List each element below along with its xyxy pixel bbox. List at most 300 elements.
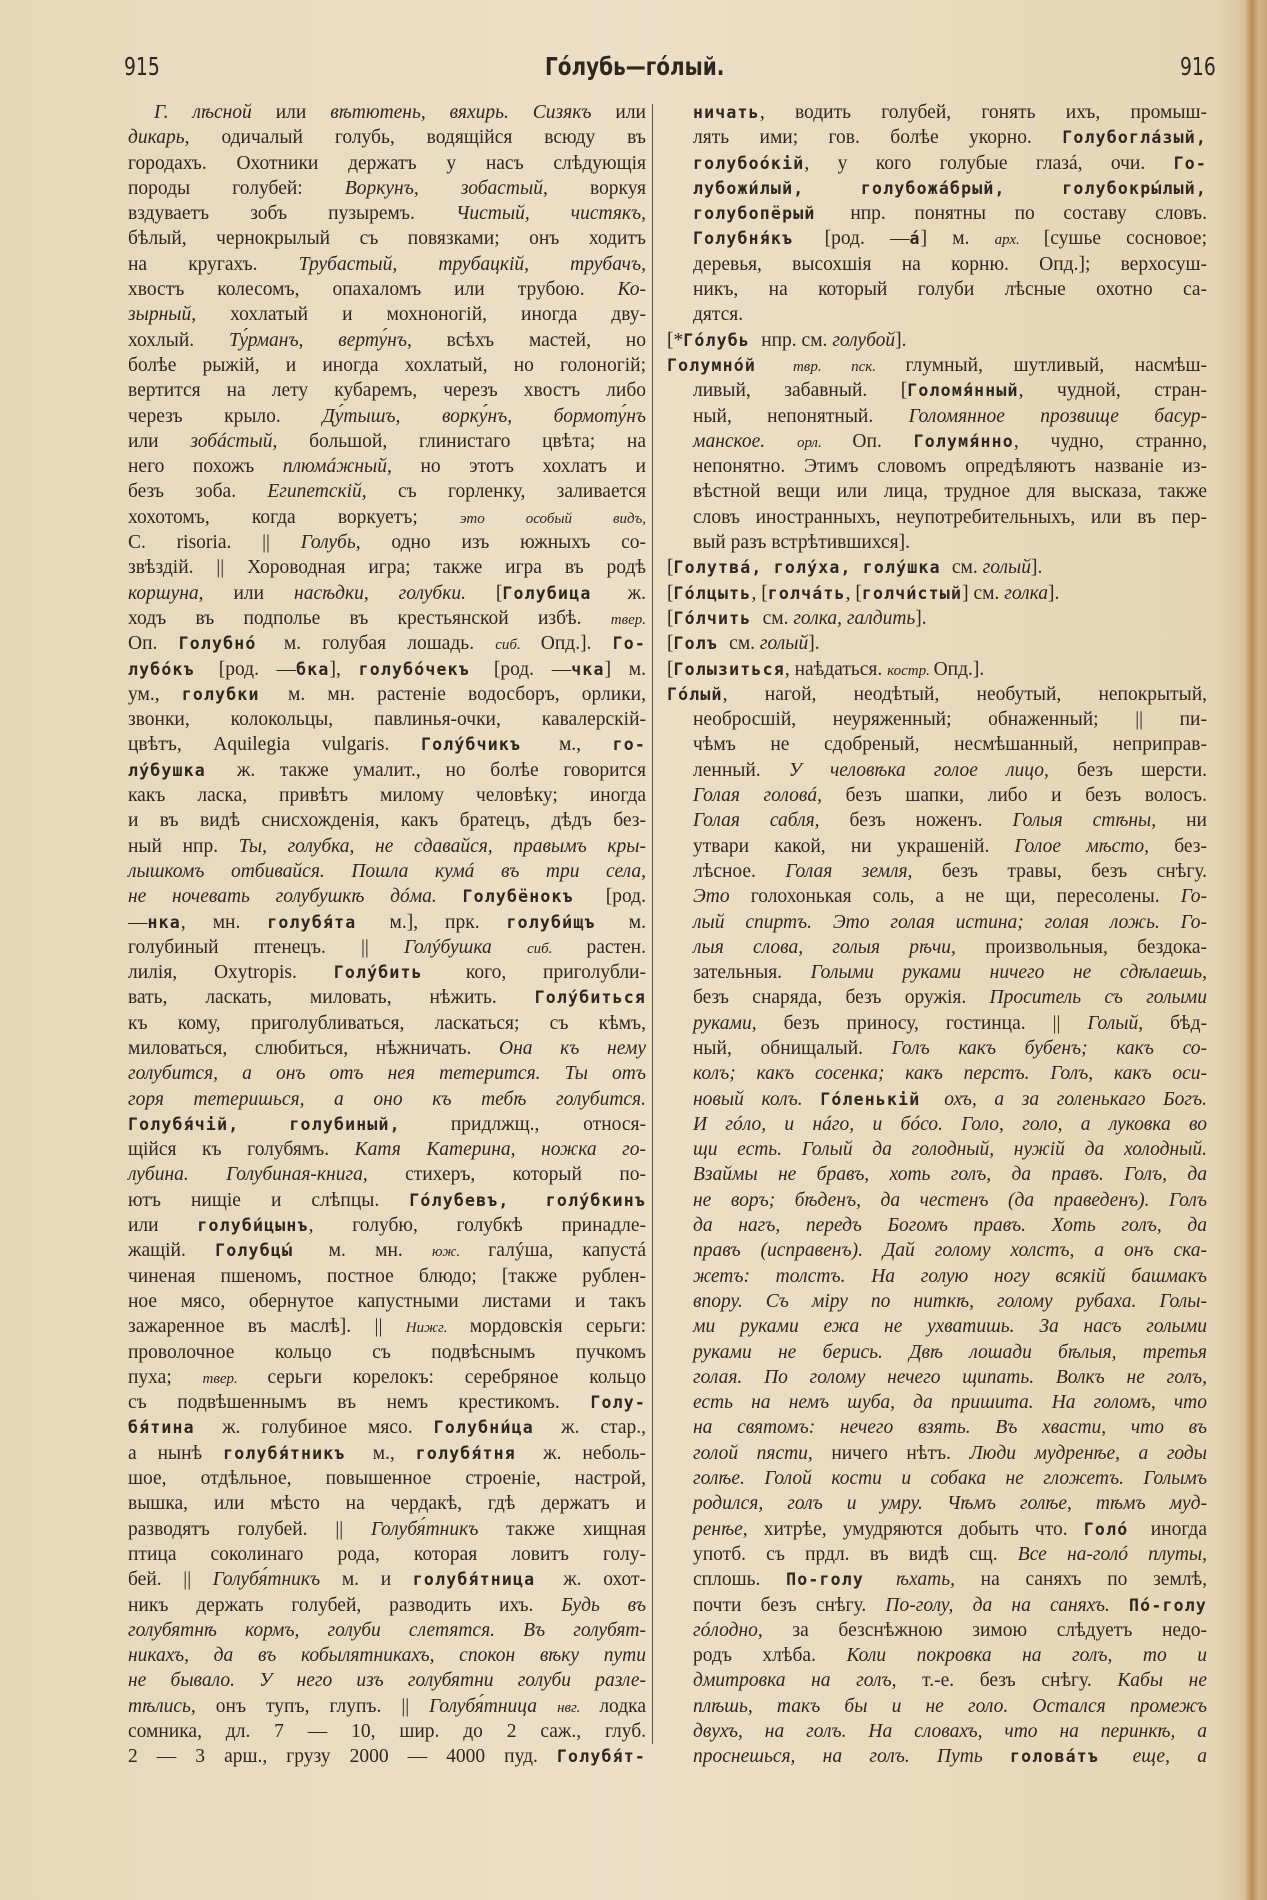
text-segment: м. голубая лошадь. [283,633,496,655]
text-line [667,808,1207,833]
text-segment: [род. [605,886,646,908]
headword: Голýбиться [534,988,646,1008]
text-line [128,151,646,176]
text-segment: и въ видѣ снисхожденія, какъ братецъ, дѣдъ без- [128,810,646,832]
text-line [667,1365,1207,1390]
headword: Голубица [502,583,628,603]
text-segment: почти безъ снѣгу. [693,1594,886,1616]
text-line [128,1593,646,1618]
text-segment: м.], прк. [389,911,507,933]
text-segment: употб. съ прдл. въ видѣ сщ. [693,1543,1018,1565]
text-segment: или [275,102,331,123]
text-line [667,1188,1207,1213]
text-segment: за безснѣжною зимою слѣдуетъ недо- [792,1619,1208,1641]
text-segment: миловаться, слюбиться, нѣжничать. [128,1037,500,1059]
headword: Голó [1083,1519,1151,1539]
headword: Голу- [590,1393,646,1413]
text-line [667,1289,1207,1314]
italic-text: Ту́рманъ, верту́нъ, [229,329,447,351]
text-line [128,657,646,682]
text-line [667,100,1207,125]
text-segment: щійся къ голубямъ. [128,1139,355,1161]
text-segment: [ [667,658,674,680]
text-segment: сплошь. [693,1569,787,1591]
text-segment: арх. [994,232,1044,249]
text-segment: это особый видъ, [459,510,646,527]
text-line [128,935,646,960]
text-segment: безъ приносу, гостинца. || [783,1012,1088,1034]
italic-text: плѣшь, такъ бы и не голо. Остался промежъ [693,1695,1207,1717]
headword: Голýбить [333,963,466,983]
text-segment: орл. [797,434,853,451]
text-segment: [ [667,582,674,604]
text-line [128,1061,646,1086]
text-line [128,606,646,631]
text-segment: твер. [610,611,646,628]
text-line [128,328,646,353]
text-line [128,1137,646,1162]
text-line [667,657,1207,682]
text-segment: м., [558,734,613,756]
text-line [128,100,646,125]
italic-text: дмитровка на голъ, [693,1670,923,1692]
headword: Голубя́т- [556,1747,646,1767]
text-segment: звонки, колокольцы, павлинья-очки, кавалерскій- [128,709,646,731]
text-line [128,1314,646,1339]
text-segment: ни [1186,810,1207,832]
text-line [667,1314,1207,1339]
text-segment: дятся. [693,304,744,326]
text-line [128,1694,646,1719]
italic-text: еще, а [1132,1746,1207,1768]
text-segment: [ [667,607,674,629]
text-segment: хохлатый и мохноногій, иногда дву- [230,304,647,326]
text-line [667,1593,1207,1618]
text-segment: ] м. [604,658,646,680]
text-line [128,808,646,833]
text-line [128,1517,646,1542]
text-segment: [род. — [824,228,910,250]
italic-text: лый спиртъ. Это голая истина; голая ложь. Го- [693,911,1207,933]
text-line [667,125,1207,150]
text-line [128,404,646,429]
text-segment: шое, отдѣльное, повышенное строеніе, настрой, [128,1468,646,1490]
text-segment: ]. [1047,582,1060,604]
text-segment: безъ шапки, либо и безъ волосъ. [845,785,1208,807]
italic-text: гóлодно, [693,1619,793,1641]
text-segment: онъ тупъ, глупъ. || [215,1695,430,1717]
text-segment: безъ шерсти. [1076,759,1207,781]
text-line [667,1213,1207,1238]
headword: го- [612,735,646,755]
headword: голубя́тница [412,1570,564,1590]
text-segment: , у кого голубые глазá, очи. [804,152,1174,174]
text-segment: ютъ нищіе и слѣпцы. [128,1189,410,1211]
text-segment: разводятъ голубей. || [128,1518,371,1540]
italic-text: Взаймы не бравъ, хоть голъ, да правъ. Голъ, да [693,1164,1207,1186]
text-segment: цвѣтъ, Aquilegia vulgaris. [128,734,421,756]
italic-text: голый [982,557,1031,579]
text-line [667,454,1207,479]
italic-text: Ты, голубка, не сдавайся, правымъ кры- [238,835,646,857]
text-segment: ж. охот- [563,1569,646,1591]
text-segment: твер. [202,1370,268,1387]
text-line [128,1491,646,1516]
text-segment: всѣхъ мастей, но [446,329,646,351]
italic-text: не воръ; бѣденъ, да честенъ (да праведенъ). Голъ [693,1189,1207,1211]
headword: голубя́тникъ [223,1443,373,1463]
text-line [128,1087,646,1112]
text-line [128,783,646,808]
text-segment: болѣе рыжій, и иногда хохлатый, но голоногій; [128,354,646,376]
text-line [128,1567,646,1592]
text-line [128,1643,646,1668]
text-segment: одно изъ южныхъ со- [391,532,647,554]
text-segment: къ кому, приголубливаться, ласкаться; съ кѣмъ, [128,1012,646,1034]
italic-text: проснешься, на голъ. Путь [693,1746,1010,1768]
headword: По-голу [786,1570,896,1590]
headword: Пó-голу [1129,1595,1207,1615]
text-line [667,758,1207,783]
text-line [667,1087,1207,1112]
text-line [128,353,646,378]
text-segment: произвольныя, бездока- [985,936,1207,958]
text-segment: лять ими; гов. болѣе укорно. [693,127,1063,149]
text-segment: Опд.]. [933,658,985,680]
text-line [128,960,646,985]
italic-text: Кабы не [1117,1670,1207,1692]
text-line [667,682,1207,707]
italic-text: Это [693,886,751,908]
italic-text: Голыя стѣны, [1012,810,1187,832]
text-line [667,1162,1207,1187]
italic-text: голѣе. Голой кости и собака не гложетъ. Голымъ [693,1468,1207,1490]
headword: Голубя́чій, голубиный, [128,1114,451,1134]
headword: Голызиться [673,659,785,679]
text-segment: — [128,911,148,933]
text-segment: ж. голубиное мясо. [222,1417,434,1439]
right-column [667,100,1207,1770]
italic-text: родился, голъ и умру. Чѣмъ голѣе, тѣмъ муд- [693,1493,1207,1515]
italic-text: Чистый, чистякъ, [455,203,646,225]
text-line [128,530,646,555]
text-segment: , наѣдаться. [784,658,888,680]
headword: Гóлцыть [673,583,752,603]
headword: Гóлубь [683,330,762,350]
text-line [667,302,1207,327]
text-segment: жащій. [128,1240,216,1262]
italic-text: дикарь, [128,127,222,149]
text-line [667,1618,1207,1643]
text-line [667,732,1207,757]
text-segment: [сушье сосновое; [1043,228,1207,250]
text-line [667,226,1207,251]
running-head: Го́лубь—го́лый. [545,52,725,81]
italic-text: Проситель съ голыми [989,987,1207,1009]
text-segment: иногда [1150,1518,1207,1540]
text-segment: галýша, капустá [488,1240,646,1262]
text-line [128,1542,646,1567]
italic-text: двухъ, на голъ. На словахъ, что на перинкѣ, а [693,1721,1207,1742]
italic-text: Голубь, [300,532,392,554]
text-segment: ]. [915,607,927,629]
text-segment: [род. — [218,658,297,680]
italic-text: голубой [832,329,896,351]
text-segment: одичалый голубь, водящійся всюду въ [221,127,646,149]
text-segment: ходъ въ подполье въ крестьянской избѣ. [128,607,611,629]
text-line [667,1415,1207,1440]
text-line [667,151,1207,176]
text-segment: породы голубей: [128,177,345,199]
text-segment: родъ хлѣба. [693,1645,847,1667]
headword: бя́тина [128,1418,223,1438]
text-line [128,884,646,909]
italic-text: Воркунъ, зобастый, [344,177,590,199]
text-segment: см. [729,633,760,655]
text-line [667,1264,1207,1289]
text-segment: твр. пск. [792,358,906,375]
italic-text: Голомянное прозвище басур- [908,405,1207,427]
text-segment: вый разъ встрѣтившихся]. [693,532,910,554]
italic-text: Люди мудренѣе, а годы [969,1442,1207,1464]
text-segment: ж. стар., [561,1417,647,1439]
text-segment: стихеръ, который по- [405,1164,646,1186]
italic-text: тѣлись, [128,1695,216,1717]
text-segment: хохлый. [128,329,230,351]
text-line [128,505,646,530]
text-line [128,1415,646,1440]
text-segment: вать, ласкать, миловать, нѣжить. [128,987,535,1009]
italic-text: охъ, а за голенькаго Богъ. [944,1088,1207,1110]
italic-text: руками не берись. Двѣ лошади бѣлыя, третья [693,1341,1207,1363]
text-segment: хитрѣе, умудряются добыть что. [763,1518,1084,1540]
text-segment: ный, непонятный. [693,405,909,427]
text-segment: городахъ. Охотники держатъ у насъ слѣдующія [128,152,646,174]
headword: голубки [181,684,289,704]
text-segment: вѣстной вещи или лица, трудное для высказа, также [693,481,1207,503]
headword: Гóленькій [820,1089,945,1109]
headword: Гóлый [667,684,723,704]
text-segment: ] м. [920,228,995,250]
italic-text: Голое мѣсто, [1014,835,1175,857]
headword: Голъ [673,634,730,654]
text-line [128,859,646,884]
text-segment: бей. || [128,1569,213,1591]
text-segment: ], [329,658,359,680]
italic-text: ми руками ежа не ухватишь. За насъ голыми [693,1316,1207,1338]
italic-text: Г. лѣсной [154,102,276,123]
italic-text: Катя Катерина, ножка го- [354,1139,646,1161]
headword: Голомя́нный [907,381,1019,401]
text-segment: придлжщ., относя- [450,1113,646,1135]
text-segment: , чудной, стран- [1018,380,1207,402]
text-line [667,555,1207,580]
text-line [667,707,1207,732]
headword: голубя́тня [415,1443,544,1463]
text-line [667,859,1207,884]
text-segment: но этотъ хохлатъ и [420,456,646,478]
text-segment: [* [667,329,684,351]
text-line [667,353,1207,378]
text-line [667,935,1207,960]
text-segment: м. мн. [328,1240,433,1262]
text-line [128,1390,646,1415]
text-segment: ленный. [693,759,789,781]
text-line [128,1365,646,1390]
text-line [667,1340,1207,1365]
text-segment: без- [1174,835,1207,857]
text-segment: словъ иностранныхъ, неупотребительныхъ, или въ пер- [693,506,1207,528]
text-segment: лилія, Oxytropis. [128,962,334,984]
italic-text: новый колъ. [693,1088,821,1110]
text-line [128,1112,646,1137]
headword: голчáть [767,583,846,603]
italic-text: голка, галдить [793,607,916,629]
text-segment: черезъ крыло. [128,405,323,427]
text-line [667,1517,1207,1542]
text-segment: мордовскія серьги: [469,1316,646,1338]
text-segment: см. [762,607,794,629]
headword: головáтъ [1009,1747,1133,1767]
text-line [667,404,1207,429]
text-line [128,378,646,403]
italic-text: на святомъ: нечего взять. Въ хвасти, что въ [693,1417,1207,1439]
italic-text: Голубя́тникъ [212,1569,342,1591]
italic-text: лубина. Голубиная-книга, [128,1164,406,1186]
text-segment: сиб. [495,637,541,654]
text-line [128,1036,646,1061]
text-segment: [ [667,557,674,579]
headword: голубóчекъ [358,659,494,679]
text-line [667,960,1207,985]
text-line [667,783,1207,808]
italic-text: насѣдки, голубки. [294,582,496,604]
italic-text: По-голу, да на саняхъ. [885,1594,1130,1616]
text-segment: а нынѣ [128,1442,224,1464]
text-line [128,631,646,656]
italic-text: Ко- [617,279,646,301]
text-segment: ]. [1030,557,1043,579]
text-line [667,1491,1207,1516]
text-line [128,277,646,302]
text-segment: зательныя. [693,962,811,984]
text-segment: на кругахъ. [128,253,299,275]
text-line [667,1036,1207,1061]
text-segment: C. risoria. || [128,532,301,554]
text-segment: юж. [432,1244,489,1261]
text-segment: , мн. [180,911,268,933]
text-segment: какъ ласка, привѣтъ милому человѣку; иногда [128,785,646,807]
text-segment: никъ, на который голуби лѣсные охотно са- [693,279,1207,301]
text-segment: Оп. [852,430,914,452]
text-line [667,606,1207,631]
italic-text: Трубастый, трубацкій, трубачъ, [298,253,646,275]
italic-text: вѣтютень, вяхирь. Сизякъ [330,102,616,123]
text-line [667,1567,1207,1592]
text-line [667,1441,1207,1466]
text-line [128,1668,646,1693]
text-line [667,277,1207,302]
headword: нка [147,912,181,932]
text-segment: сомника, дл. 7 — 10, шир. до 2 саж., глуб. [128,1721,646,1742]
headword: голубя́та [267,912,390,932]
text-line [128,1719,646,1744]
italic-text: Голая сабля, [693,810,850,832]
italic-text: щи есть. Голый да голодный, нужій да холодный. [693,1139,1207,1161]
text-segment: костр. [887,662,934,679]
italic-text: Она къ нему [499,1037,646,1059]
text-segment: сиб. [526,940,587,957]
text-segment: необросшій, неуряженный; обнаженный; || пи- [693,709,1207,731]
headword: Голубня́къ [693,229,825,249]
text-segment: съ горленку, заливается [397,481,646,503]
text-segment: безъ ноженъ. [849,810,1013,832]
text-line [128,1162,646,1187]
text-line [128,985,646,1010]
text-segment: ж. неболь- [543,1442,647,1464]
text-segment: т.-е. безъ снѣгу. [922,1670,1118,1692]
italic-text: голубится, а онъ отъ нея тетерится. Ты отъ [128,1063,646,1085]
italic-text: жетъ: толстъ. На голую ногу всякій башмакъ [693,1265,1207,1287]
headword: Голутвá, голýха, голýшка [673,558,952,578]
text-segment: , водить голубей, гонять ихъ, промыш- [759,102,1207,123]
italic-text: голый [759,633,809,655]
italic-text: есть на немъ шуба, да пришита. На голомъ, что [693,1392,1207,1414]
text-segment: Нижг. [405,1320,470,1337]
headword: бка [296,659,330,679]
text-segment: ное мясо, обернутое капустными листами и такъ [128,1290,646,1312]
headword: голубопёрый [693,204,851,224]
text-line [128,910,646,935]
italic-text: Ду́тышъ, ворку́нъ, бормоту́нъ [322,405,646,427]
text-line [128,707,646,732]
text-line [667,1694,1207,1719]
text-segment: чѣмъ не сдобреный, несмѣшанный, неприправ- [693,734,1207,756]
text-line [128,125,646,150]
text-segment: нвг. [557,1699,600,1716]
headword: Голубнó [178,634,284,654]
text-segment: или [615,102,646,123]
italic-text: да нагъ, передъ Богомъ правъ. Хоть голъ, да [693,1215,1207,1237]
text-segment: непонятно. Этимъ словомъ опредѣляютъ названіе из- [693,456,1207,478]
text-segment: , [ [751,582,768,604]
text-segment: [род. — [493,658,572,680]
italic-text: лыя слова, голыя рѣчи, [693,936,986,958]
headword: Голубцы́ [215,1241,329,1261]
text-segment: голохонькая соль, а не щи, [750,886,1057,908]
text-segment: м., [372,1442,416,1464]
text-segment: вышка, или мѣсто на чердакѣ, гдѣ держатъ и [128,1493,646,1515]
italic-text: Коли покровка на голъ, то и [846,1645,1207,1667]
text-line [667,328,1207,353]
headword: Голубёнокъ [462,887,606,907]
text-segment: [ [667,633,674,655]
text-segment: лѣсное. [693,860,786,882]
text-segment: воркуя [589,177,646,199]
text-segment: ливый, забавный. [ [693,380,908,402]
text-segment: утвари какой, ни украшеній. [693,835,1015,857]
italic-text: Го- [1180,886,1208,908]
text-line [667,1390,1207,1415]
text-segment: глумный, шутливый, насмѣш- [905,354,1207,376]
text-line [667,1719,1207,1744]
italic-text: коршуна, [128,582,234,604]
text-segment: пересолены. [1056,886,1181,908]
italic-text: Все на-голó плуты, [1017,1543,1207,1565]
italic-text: И гóло, и нáго, и бóсо. Голо, голо, а луковка во [693,1113,1207,1135]
text-line [128,1188,646,1213]
text-line [667,1011,1207,1036]
